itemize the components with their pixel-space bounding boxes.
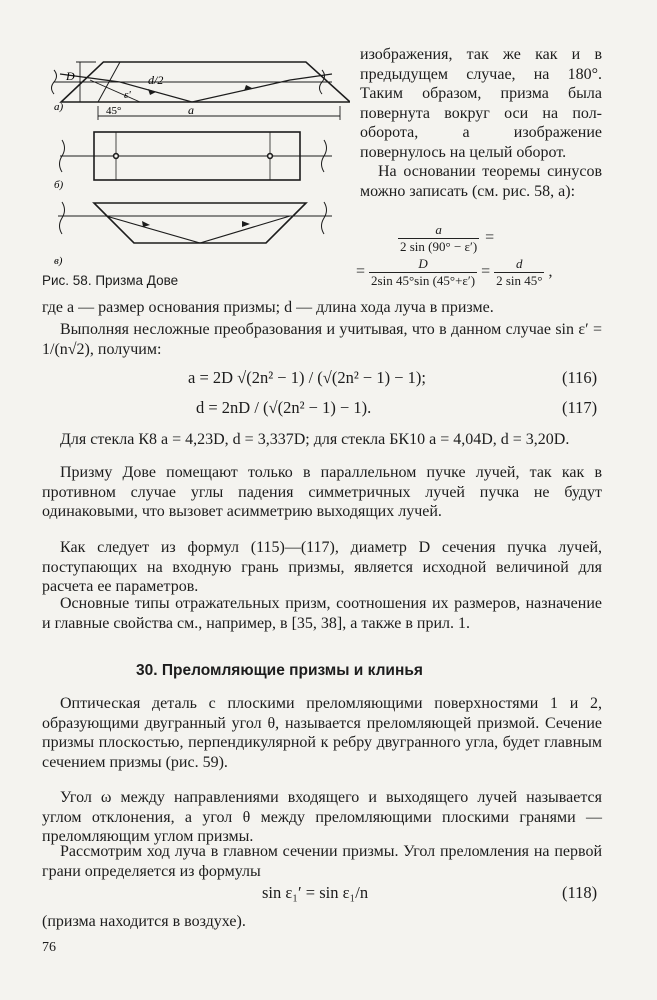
where-definition: где a — размер основания призмы; d — длина хода луча в призме. [42, 299, 494, 316]
equals-sign-2: = [356, 263, 366, 281]
label-d-half: d/2 [148, 73, 164, 87]
figure-caption: Рис. 58. Призма Дове [42, 273, 179, 288]
equals-sign-3: = [481, 263, 491, 281]
label-angle-45: 45° [106, 105, 122, 117]
paragraph-consider-ray: Рассмотрим ход луча в главном сечении призмы. Угол преломления на первой грани определяется из формулы [42, 843, 602, 880]
frac2-numerator: D [418, 256, 428, 271]
frac1-denominator: 2 sin (90° − ε′) [400, 239, 478, 254]
paragraph-optical-detail: Оптическая деталь с плоскими преломляющими поверхностями 1 и 2, образующими двугранный угол θ, называется преломляющей призмой. Сечение призмы плоскостью, перпендикулярной к ребру двугранного угла, будет главным сечением призмы (рис. 59). [42, 695, 602, 771]
panel-label-v: в) [54, 255, 63, 267]
frac2-denominator: 2sin 45°sin (45°+ε′) [371, 273, 476, 288]
panel-label-b: б) [54, 179, 64, 191]
label-a: a [188, 103, 194, 117]
right-column-paragraph-1: изображения, так же как и в предыдущем случае, на 180°. Таким образом, призма была повернута вокруг оси на пол-оборота, а изображение повернулось на целый оборот. [360, 46, 602, 161]
section-heading: 30. Преломляющие призмы и клинья [136, 662, 423, 679]
paragraph-prism-types: Основные типы отражательных призм, соотношения их размеров, назначение и главные свойства см., например, в [35, 38], а также в прил. 1. [42, 595, 602, 632]
sine-theorem-line-1 [398, 222, 494, 255]
paragraph-deviation-angle: Угол ω между направлениями входящего и выходящего лучей называется углом отклонения, а угол θ между преломляющими плоскими гранями — преломляющим углом призмы. [42, 789, 602, 845]
trailing-comma: , [548, 263, 553, 281]
equation-118-number: (118) [562, 883, 598, 902]
right-column-paragraph-2: На основании теоремы синусов можно записать (см. рис. 58, а): [360, 163, 602, 200]
frac1-numerator: a [435, 222, 442, 237]
label-D: D [66, 69, 75, 83]
equation-116: a = 2D √(2n² − 1) / (√(2n² − 1) − 1); [188, 368, 426, 387]
paragraph-formulas: Как следует из формул (115)—(117), диаметр D сечения пучка лучей, поступающих на входную грань призмы, является исходной величиной для расчета ее параметров. [42, 539, 602, 595]
figure-58-dove-prism [40, 40, 350, 280]
paragraph-dove-usage: Призму Дове помещают только в параллельном пучке лучей, так как в противном случае углы падения симметричных лучей пучка не будут одинаковыми, что вызовет асимметрию выходящих лучей. [42, 464, 602, 520]
sine-theorem-line-2 [356, 256, 552, 289]
label-epsilon: ε' [124, 89, 131, 101]
frac3-numerator: d [516, 256, 523, 271]
paragraph-air: (призма находится в воздухе). [42, 913, 246, 930]
paragraph-simplify: Выполняя несложные преобразования и учитывая, что в данном случае sin ε′ = 1/(n√2), получим: [42, 321, 602, 358]
equals-sign-1: = [485, 229, 495, 247]
equation-117: d = 2nD / (√(2n² − 1) − 1). [196, 398, 372, 417]
equation-117-number: (117) [562, 398, 598, 417]
panel-label-a: а) [54, 101, 64, 113]
page-number: 76 [42, 940, 56, 955]
equation-116-number: (116) [562, 368, 598, 387]
equation-118: sin ε₁′ = sin ε₁/n [262, 883, 369, 902]
paragraph-glass: Для стекла К8 a = 4,23D, d = 3,337D; для стекла БК10 a = 4,04D, d = 3,20D. [60, 431, 570, 448]
frac3-denominator: 2 sin 45° [496, 273, 543, 288]
